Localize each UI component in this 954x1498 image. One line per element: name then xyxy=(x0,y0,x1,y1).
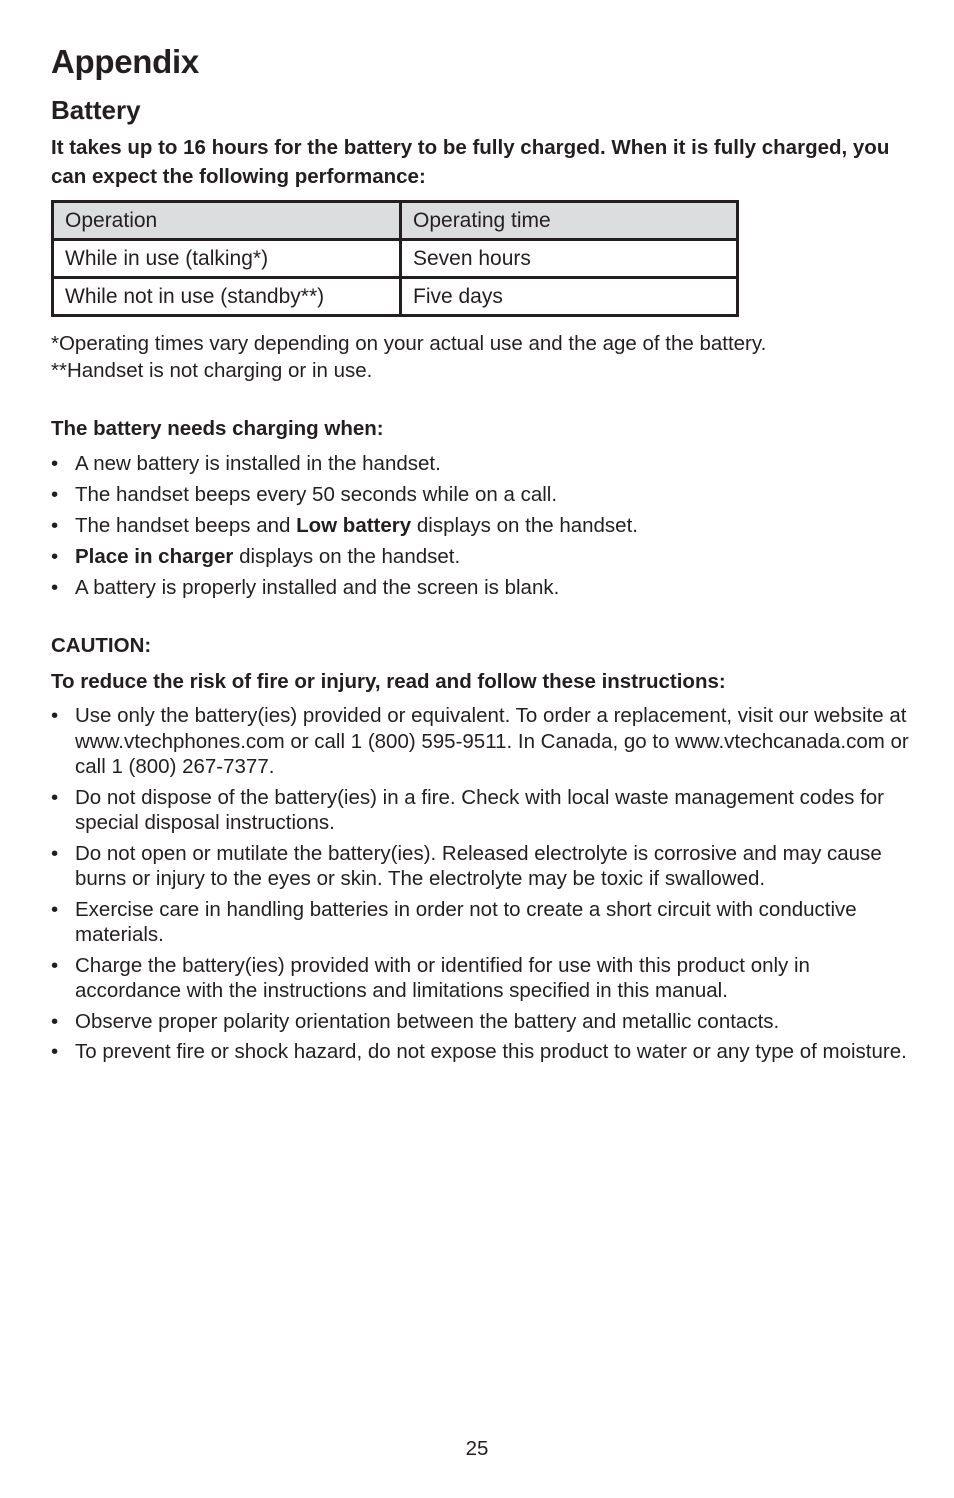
list-item: • To prevent fire or shock hazard, do not expose this product to water or any type of moisture. xyxy=(51,1039,911,1065)
list-item: • Exercise care in handling batteries in order not to create a short circuit with conductive materials. xyxy=(51,897,911,948)
list-item-text: displays on the handset. xyxy=(233,545,461,568)
table-cell: While in use (talking*) xyxy=(53,240,401,278)
footnote: *Operating times vary depending on your actual use and the age of the battery. xyxy=(51,332,767,355)
table-header-cell: Operation xyxy=(53,202,401,240)
footnote: **Handset is not charging or in use. xyxy=(51,359,373,382)
table-row xyxy=(53,240,738,278)
list-item: • A battery is properly installed and the screen is blank. xyxy=(51,574,911,602)
table-cell: Five days xyxy=(401,278,738,316)
list-item: • Do not dispose of the battery(ies) in a fire. Check with local waste management codes for special disposal instructions. xyxy=(51,785,911,836)
list-item: • The handset beeps every 50 seconds while on a call. xyxy=(51,481,911,509)
page-number: 25 xyxy=(465,1437,489,1460)
caution-heading: CAUTION: xyxy=(51,634,152,657)
list-item xyxy=(51,512,911,540)
battery-performance-table xyxy=(51,200,739,317)
charging-list xyxy=(51,450,911,605)
table-cell: Seven hours xyxy=(401,240,738,278)
low-battery-label: Low battery xyxy=(296,514,412,537)
list-item: • Observe proper polarity orientation between the battery and metallic contacts. xyxy=(51,1009,911,1035)
list-item: • Use only the battery(ies) provided or equivalent. To order a replacement, visit our website at www.vtechphones.com or call 1 (800) 595-9511. In Canada, go to www.vtechcanada.com or call 1 (800) 267-7377. xyxy=(51,703,911,780)
list-item xyxy=(51,543,911,571)
list-item: • Do not open or mutilate the battery(ies). Released electrolyte is corrosive and may cause burns or injury to the eyes or skin. The electrolyte may be toxic if swallowed. xyxy=(51,841,911,892)
table-cell: While not in use (standby**) xyxy=(53,278,401,316)
footnotes xyxy=(51,330,911,384)
table-header-cell: Operating time xyxy=(401,202,738,240)
charging-heading: The battery needs charging when: xyxy=(51,417,384,440)
list-item: • A new battery is installed in the handset. xyxy=(51,450,911,478)
intro-paragraph: It takes up to 16 hours for the battery to be fully charged. When it is fully charged, you can expect the following performance: xyxy=(51,136,890,188)
caution-subheading: To reduce the risk of fire or injury, read and follow these instructions: xyxy=(51,670,726,693)
list-item-text: displays on the handset. xyxy=(411,514,638,537)
table-header-row xyxy=(53,202,738,240)
place-in-charger-label: Place in charger xyxy=(75,545,234,568)
list-item: • Charge the battery(ies) provided with or identified for use with this product only in accordance with the instructions and limitations specified in this manual. xyxy=(51,953,911,1004)
table-row xyxy=(53,278,738,316)
caution-list xyxy=(51,703,911,1070)
section-title: Battery xyxy=(51,95,141,125)
list-item-text: The handset beeps and xyxy=(75,514,297,537)
page-title: Appendix xyxy=(51,43,199,80)
